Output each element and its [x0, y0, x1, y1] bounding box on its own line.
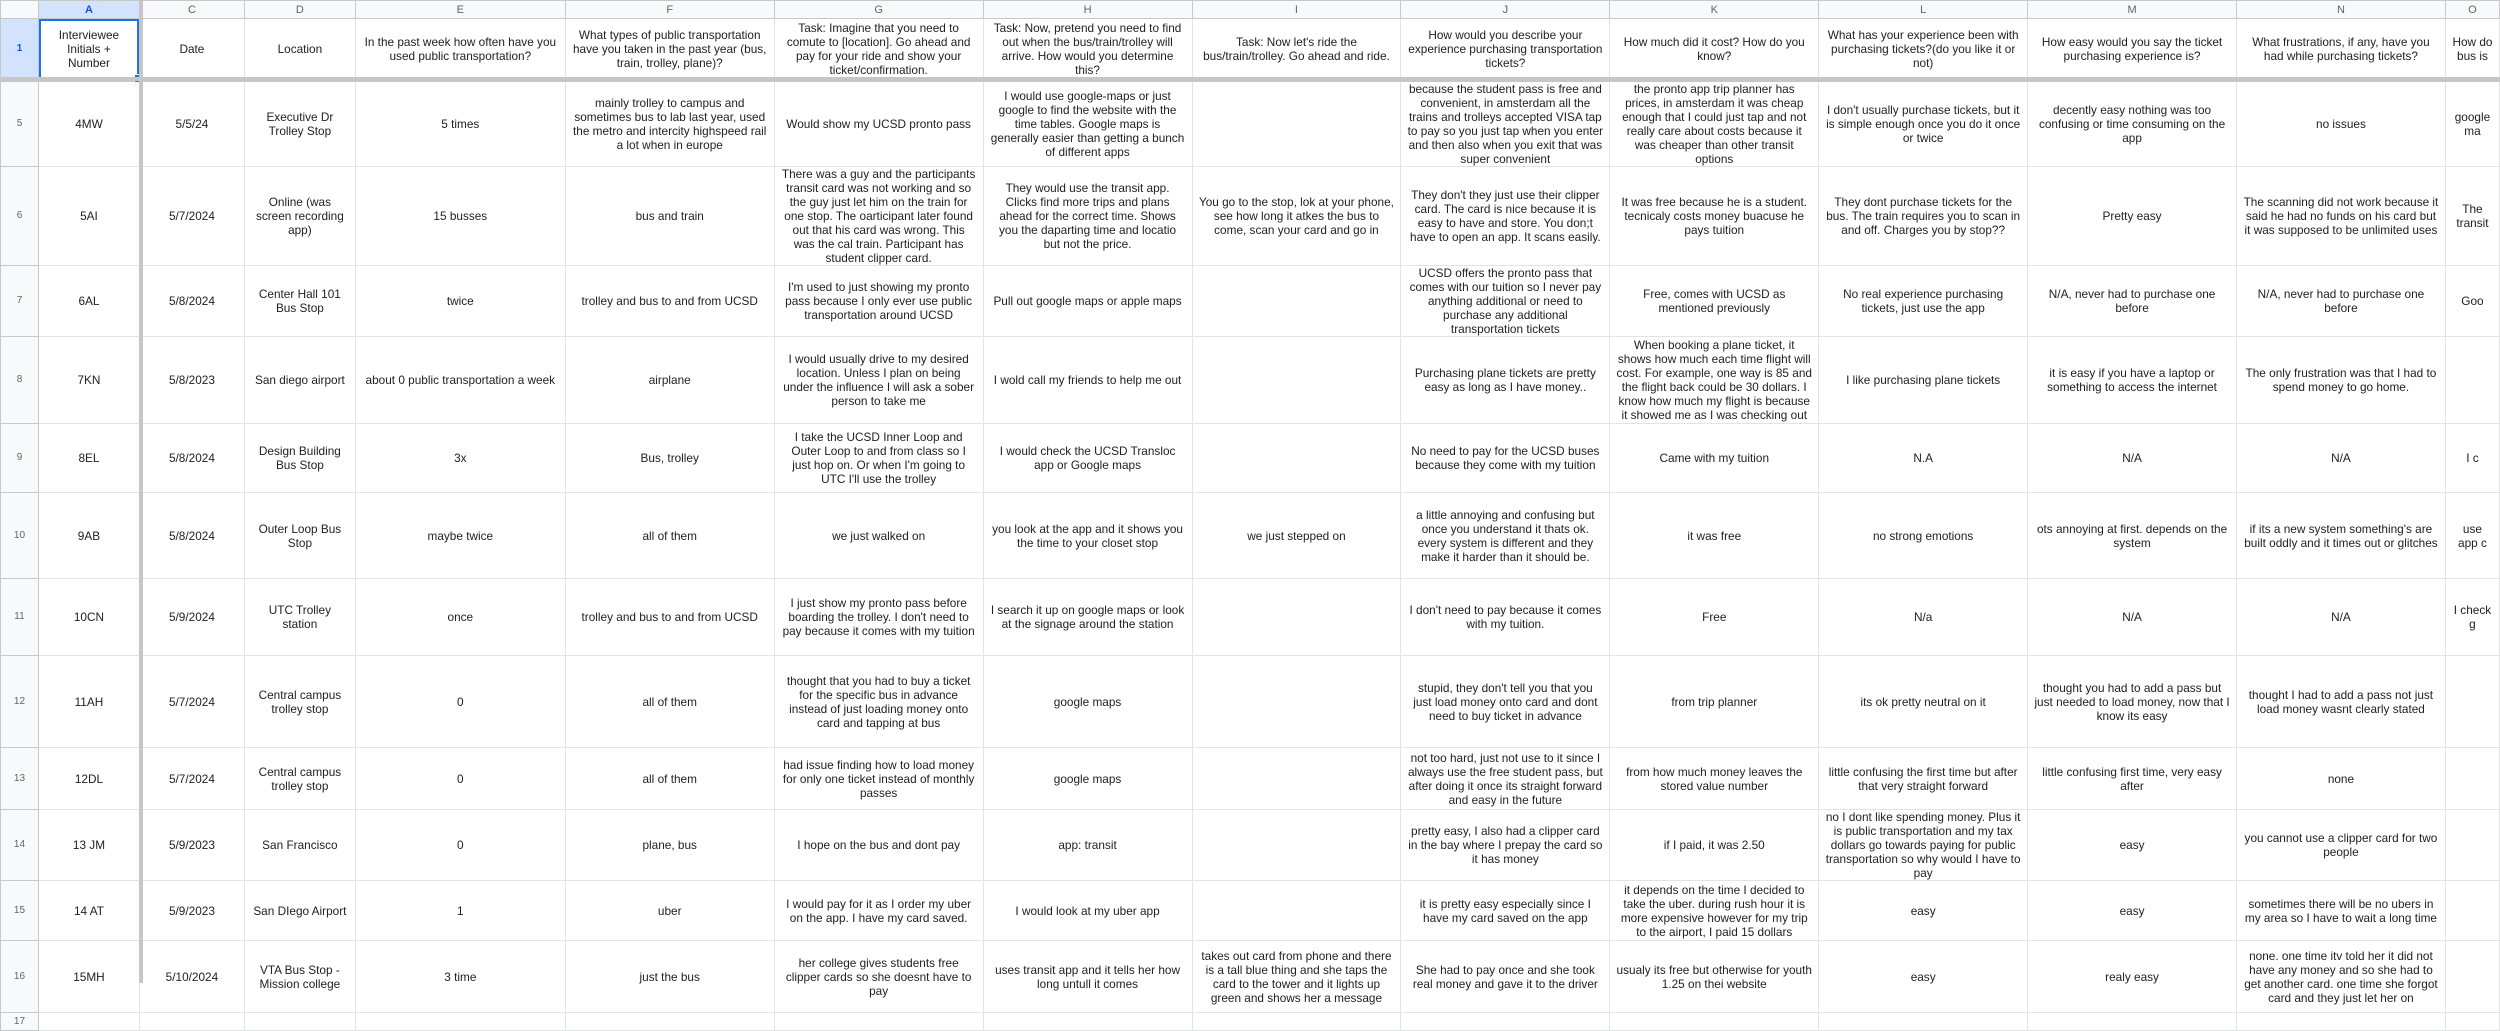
- cell[interactable]: I would check the UCSD Transloc app or Google maps: [983, 424, 1192, 493]
- column-header-D[interactable]: D: [244, 1, 355, 19]
- row-number[interactable]: 9: [1, 424, 39, 493]
- cell[interactable]: 5/9/2023: [139, 881, 244, 941]
- cell[interactable]: San Francisco: [244, 810, 355, 881]
- cell[interactable]: [1192, 424, 1401, 493]
- cell[interactable]: San DIego Airport: [244, 881, 355, 941]
- cell[interactable]: 5/7/2024: [139, 167, 244, 266]
- cell[interactable]: I take the UCSD Inner Loop and Outer Loop to and from class so I just hop on. Or when I'm going to UTC I'll use the trolley: [774, 424, 983, 493]
- table-row: [1, 656, 2500, 748]
- cell[interactable]: [2445, 1013, 2499, 1031]
- table-row: [1, 337, 2500, 424]
- cell[interactable]: use app c: [2445, 493, 2499, 579]
- cell[interactable]: google maps: [983, 748, 1192, 810]
- column-header-F[interactable]: F: [565, 1, 774, 19]
- cell[interactable]: no strong emotions: [1819, 493, 2028, 579]
- column-header-M[interactable]: M: [2028, 1, 2237, 19]
- cell[interactable]: trolley and bus to and from UCSD: [565, 266, 774, 337]
- cell[interactable]: N/A: [2237, 579, 2446, 656]
- cell[interactable]: google maps: [983, 656, 1192, 748]
- cell[interactable]: UCSD offers the pronto pass that comes with our tuition so I never pay anything additional or need to purchase any additional transportation tickets: [1401, 266, 1610, 337]
- table-row: [1, 579, 2500, 656]
- header-row: [1, 19, 2500, 81]
- header-cell[interactable]: What frustrations, if any, have you had while purchasing tickets?: [2237, 19, 2446, 81]
- cell[interactable]: [2028, 1013, 2237, 1031]
- cell[interactable]: Goo: [2445, 266, 2499, 337]
- cell[interactable]: I don't usually purchase tickets, but it is simple enough once you do it once or twice: [1819, 81, 2028, 167]
- cell[interactable]: 12DL: [38, 748, 139, 810]
- cell[interactable]: Outer Loop Bus Stop: [244, 493, 355, 579]
- cell[interactable]: 11AH: [38, 656, 139, 748]
- cell[interactable]: I hope on the bus and dont pay: [774, 810, 983, 881]
- column-header-I[interactable]: I: [1192, 1, 1401, 19]
- column-header-C[interactable]: C: [139, 1, 244, 19]
- cell[interactable]: realy easy: [2028, 941, 2237, 1013]
- cell[interactable]: all of them: [565, 656, 774, 748]
- table-row: [1, 167, 2500, 266]
- cell[interactable]: I just show my pronto pass before boarding the trolley. I don't need to pay because it comes with my tuition: [774, 579, 983, 656]
- cell[interactable]: [2445, 810, 2499, 881]
- row-number[interactable]: 15: [1, 881, 39, 941]
- cell[interactable]: 13 JM: [38, 810, 139, 881]
- row-number[interactable]: 8: [1, 337, 39, 424]
- cell[interactable]: She had to pay once and she took real money and gave it to the driver: [1401, 941, 1610, 1013]
- cell[interactable]: uber: [565, 881, 774, 941]
- cell[interactable]: google ma: [2445, 81, 2499, 167]
- cell[interactable]: [1192, 881, 1401, 941]
- cell[interactable]: not too hard, just not use to it since I always use the free student pass, but after doing it once its straight forward and easy in the future: [1401, 748, 1610, 810]
- cell[interactable]: about 0 public transportation a week: [355, 337, 565, 424]
- cell[interactable]: if its a new system something's are built oddly and it times out or glitches: [2237, 493, 2446, 579]
- header-cell[interactable]: Task: Now let's ride the bus/train/trolley. Go ahead and ride.: [1192, 19, 1401, 81]
- cell[interactable]: 15MH: [38, 941, 139, 1013]
- cell[interactable]: 5AI: [38, 167, 139, 266]
- header-cell[interactable]: Date: [139, 19, 244, 81]
- cell[interactable]: all of them: [565, 493, 774, 579]
- cell[interactable]: N/a: [1819, 579, 2028, 656]
- header-cell[interactable]: Interviewee Initials + Number: [38, 19, 139, 81]
- cell[interactable]: I c: [2445, 424, 2499, 493]
- cell[interactable]: 5/8/2023: [139, 337, 244, 424]
- cell[interactable]: Design Building Bus Stop: [244, 424, 355, 493]
- cell[interactable]: it is pretty easy especially since I have my card saved on the app: [1401, 881, 1610, 941]
- cell[interactable]: 1: [355, 881, 565, 941]
- cell[interactable]: Free, comes with UCSD as mentioned previously: [1610, 266, 1819, 337]
- cell[interactable]: Central campus trolley stop: [244, 748, 355, 810]
- cell[interactable]: Central campus trolley stop: [244, 656, 355, 748]
- row-number[interactable]: 6: [1, 167, 39, 266]
- cell[interactable]: 15 busses: [355, 167, 565, 266]
- cell[interactable]: ots annoying at first. depends on the system: [2028, 493, 2237, 579]
- cell[interactable]: we just walked on: [774, 493, 983, 579]
- cell[interactable]: a little annoying and confusing but once you understand it thats ok. every system is different and they make it harder than it should be.: [1401, 493, 1610, 579]
- rows-body: [1, 81, 2500, 1013]
- cell[interactable]: Pull out google maps or apple maps: [983, 266, 1192, 337]
- cell[interactable]: little confusing first time, very easy after: [2028, 748, 2237, 810]
- cell[interactable]: 10CN: [38, 579, 139, 656]
- cell[interactable]: The only frustration was that I had to spend money to go home.: [2237, 337, 2446, 424]
- cell[interactable]: none: [2237, 748, 2446, 810]
- header-cell[interactable]: How much did it cost? How do you know?: [1610, 19, 1819, 81]
- cell[interactable]: They would use the transit app. Clicks find more trips and plans ahead for the correct time. Shows you the daparting time and locatio but not the price.: [983, 167, 1192, 266]
- column-header-L[interactable]: L: [1819, 1, 2028, 19]
- cell[interactable]: Center Hall 101 Bus Stop: [244, 266, 355, 337]
- cell[interactable]: Online (was screen recording app): [244, 167, 355, 266]
- cell[interactable]: You go to the stop, lok at your phone, see how long it atkes the bus to come, scan your card and go in: [1192, 167, 1401, 266]
- cell[interactable]: stupid, they don't tell you that you just load money onto card and dont need to buy ticket in advance: [1401, 656, 1610, 748]
- cell[interactable]: When booking a plane ticket, it shows how much each time flight will cost. For example, one way is 85 and the flight back could be 30 dollars. I know how much my flight is because it showed me as I was checking out: [1610, 337, 1819, 424]
- cell[interactable]: we just stepped on: [1192, 493, 1401, 579]
- row-number[interactable]: 13: [1, 748, 39, 810]
- cell[interactable]: easy: [1819, 941, 2028, 1013]
- cell[interactable]: Purchasing plane tickets are pretty easy as long as I have money..: [1401, 337, 1610, 424]
- column-header-A[interactable]: A: [38, 1, 139, 19]
- cell[interactable]: The transit: [2445, 167, 2499, 266]
- select-all-corner[interactable]: [1, 1, 39, 19]
- cell[interactable]: from trip planner: [1610, 656, 1819, 748]
- cell[interactable]: [2445, 748, 2499, 810]
- column-header-H[interactable]: H: [983, 1, 1192, 19]
- cell[interactable]: easy: [2028, 881, 2237, 941]
- cell[interactable]: San diego airport: [244, 337, 355, 424]
- table-row: [1, 748, 2500, 810]
- cell[interactable]: 5/10/2024: [139, 941, 244, 1013]
- cell[interactable]: all of them: [565, 748, 774, 810]
- cell[interactable]: Bus, trolley: [565, 424, 774, 493]
- cell[interactable]: No need to pay for the UCSD buses because they come with my tuition: [1401, 424, 1610, 493]
- row-number[interactable]: 7: [1, 266, 39, 337]
- cell[interactable]: decently easy nothing was too confusing or time consuming on the app: [2028, 81, 2237, 167]
- table-row: [1, 424, 2500, 493]
- row-number[interactable]: 12: [1, 656, 39, 748]
- cell[interactable]: her college gives students free clipper cards so she doesnt have to pay: [774, 941, 983, 1013]
- cell[interactable]: [1192, 337, 1401, 424]
- row-number[interactable]: 11: [1, 579, 39, 656]
- header-cell[interactable]: How do bus is: [2445, 19, 2499, 81]
- cell[interactable]: the pronto app trip planner has prices, in amsterdam it was cheap enough that I could just tap and not really care about costs because it was cheaper than other transit options: [1610, 81, 1819, 167]
- row-number[interactable]: 14: [1, 810, 39, 881]
- cell[interactable]: twice: [355, 266, 565, 337]
- cell[interactable]: [139, 1013, 244, 1031]
- cell[interactable]: 0: [355, 810, 565, 881]
- cell[interactable]: 5/9/2023: [139, 810, 244, 881]
- cell[interactable]: Came with my tuition: [1610, 424, 1819, 493]
- header-cell[interactable]: In the past week how often have you used public transportation?: [355, 19, 565, 81]
- empty-row: [1, 1013, 2500, 1031]
- cell[interactable]: [983, 1013, 1192, 1031]
- cell[interactable]: airplane: [565, 337, 774, 424]
- cell[interactable]: little confusing the first time but after that very straight forward: [1819, 748, 2028, 810]
- cell[interactable]: 0: [355, 748, 565, 810]
- cell[interactable]: no issues: [2237, 81, 2446, 167]
- header-cell[interactable]: Task: Now, pretend you need to find out when the bus/train/trolley will arrive. How would you determine this?: [983, 19, 1192, 81]
- cell[interactable]: Would show my UCSD pronto pass: [774, 81, 983, 167]
- cell[interactable]: They dont purchase tickets for the bus. The train requires you to scan in and off. Charges you by stop??: [1819, 167, 2028, 266]
- cell[interactable]: 3x: [355, 424, 565, 493]
- row-number[interactable]: 1: [1, 19, 39, 81]
- cell[interactable]: 6AL: [38, 266, 139, 337]
- table-row: [1, 881, 2500, 941]
- cell[interactable]: [2445, 881, 2499, 941]
- cell[interactable]: app: transit: [983, 810, 1192, 881]
- row-number[interactable]: 17: [1, 1013, 39, 1031]
- cell[interactable]: I would usually drive to my desired location. Unless I plan on being under the influence I will ask a sober person to take me: [774, 337, 983, 424]
- cell[interactable]: I would pay for it as I order my uber on the app. I have my card saved.: [774, 881, 983, 941]
- cell[interactable]: because the student pass is free and convenient, in amsterdam all the trains and trolleys accepted VISA tap to pay so you just tap when you enter and then also when you exit that was super convenient: [1401, 81, 1610, 167]
- cell[interactable]: 5/8/2024: [139, 266, 244, 337]
- cell[interactable]: [1192, 1013, 1401, 1031]
- cell[interactable]: you look at the app and it shows you the time to your closet stop: [983, 493, 1192, 579]
- column-header-G[interactable]: G: [774, 1, 983, 19]
- cell[interactable]: There was a guy and the participants transit card was not working and so the guy just let him on the train for one stop. The oarticipant later found out that his card was wrong. This was the cal train. Participant has student clipper card.: [774, 167, 983, 266]
- cell[interactable]: [2445, 656, 2499, 748]
- cell[interactable]: 5 times: [355, 81, 565, 167]
- cell[interactable]: no I dont like spending money. Plus it is public transportation and my tax dollars go towards paying for public transportation so why would I have to pay: [1819, 810, 2028, 881]
- cell[interactable]: It was free because he is a student. tecnicaly costs money buacuse he pays tuition: [1610, 167, 1819, 266]
- cell[interactable]: [1192, 748, 1401, 810]
- cell[interactable]: [2445, 941, 2499, 1013]
- cell[interactable]: VTA Bus Stop - Mission college: [244, 941, 355, 1013]
- cell[interactable]: it was free: [1610, 493, 1819, 579]
- row-number[interactable]: 16: [1, 941, 39, 1013]
- cell[interactable]: 0: [355, 656, 565, 748]
- cell[interactable]: I'm used to just showing my pronto pass because I only ever use public transportation around UCSD: [774, 266, 983, 337]
- table-row: [1, 266, 2500, 337]
- column-header-O[interactable]: O: [2445, 1, 2499, 19]
- cell[interactable]: easy: [1819, 881, 2028, 941]
- cell[interactable]: [1401, 1013, 1610, 1031]
- cell[interactable]: [1192, 81, 1401, 167]
- cell[interactable]: I would use google-maps or just google to find the website with the time tables. Google maps is generally easier than getting a bunch of different apps: [983, 81, 1192, 167]
- cell[interactable]: [38, 1013, 139, 1031]
- cell[interactable]: [565, 1013, 774, 1031]
- cell[interactable]: usualy its free but otherwise for youth 1.25 on thei website: [1610, 941, 1819, 1013]
- cell[interactable]: N/A: [2237, 424, 2446, 493]
- cell[interactable]: I like purchasing plane tickets: [1819, 337, 2028, 424]
- cell[interactable]: 7KN: [38, 337, 139, 424]
- cell[interactable]: 9AB: [38, 493, 139, 579]
- row-number[interactable]: 5: [1, 81, 39, 167]
- cell[interactable]: I don't need to pay because it comes with my tuition.: [1401, 579, 1610, 656]
- cell[interactable]: [1192, 810, 1401, 881]
- cell[interactable]: [1192, 656, 1401, 748]
- cell[interactable]: 5/7/2024: [139, 748, 244, 810]
- cell[interactable]: uses transit app and it tells her how long untull it comes: [983, 941, 1192, 1013]
- cell[interactable]: [244, 1013, 355, 1031]
- column-header-K[interactable]: K: [1610, 1, 1819, 19]
- header-cell[interactable]: How easy would you say the ticket purchasing experience is?: [2028, 19, 2237, 81]
- cell[interactable]: sometimes there will be no ubers in my area so I have to wait a long time: [2237, 881, 2446, 941]
- cell[interactable]: N/A, never had to purchase one before: [2028, 266, 2237, 337]
- cell[interactable]: [2445, 337, 2499, 424]
- frozen-row-divider[interactable]: [0, 77, 2500, 81]
- cell[interactable]: trolley and bus to and from UCSD: [565, 579, 774, 656]
- cell[interactable]: 5/8/2024: [139, 493, 244, 579]
- cell[interactable]: thought that you had to buy a ticket for the specific bus in advance instead of just loading money onto card and tapping at bus: [774, 656, 983, 748]
- cell[interactable]: its ok pretty neutral on it: [1819, 656, 2028, 748]
- cell[interactable]: They don't they just use their clipper card. The card is nice because it is easy to have and store. You don;t have to open an app. It scans easily.: [1401, 167, 1610, 266]
- cell[interactable]: bus and train: [565, 167, 774, 266]
- cell[interactable]: [355, 1013, 565, 1031]
- cell[interactable]: 8EL: [38, 424, 139, 493]
- cell[interactable]: 5/8/2024: [139, 424, 244, 493]
- column-header-row: [1, 1, 2500, 19]
- header-cell[interactable]: How would you describe your experience purchasing transportation tickets?: [1401, 19, 1610, 81]
- header-cell[interactable]: What has your experience been with purchasing tickets?(do you like it or not): [1819, 19, 2028, 81]
- cell[interactable]: none. one time itv told her it did not have any money and so she had to get another card. one time she forgot card and they just let her on: [2237, 941, 2446, 1013]
- cell[interactable]: [2237, 1013, 2446, 1031]
- cell[interactable]: N.A: [1819, 424, 2028, 493]
- cell[interactable]: 14 AT: [38, 881, 139, 941]
- cell[interactable]: had issue finding how to load money for only one ticket instead of monthly passes: [774, 748, 983, 810]
- cell[interactable]: [1610, 1013, 1819, 1031]
- cell[interactable]: thought I had to add a pass not just load money wasnt clearly stated: [2237, 656, 2446, 748]
- cell[interactable]: 5/7/2024: [139, 656, 244, 748]
- cell[interactable]: if I paid, it was 2.50: [1610, 810, 1819, 881]
- cell[interactable]: [1819, 1013, 2028, 1031]
- cell[interactable]: once: [355, 579, 565, 656]
- cell[interactable]: The scanning did not work because it said he had no funds on his card but it was supposed to be unlimited uses: [2237, 167, 2446, 266]
- header-cell[interactable]: Task: Imagine that you need to comute to [location]. Go ahead and pay for your ride and show your ticket/confirmation.: [774, 19, 983, 81]
- cell[interactable]: it depends on the time I decided to take the uber. during rush hour it is more expensive however for my trip to the airport, I paid 15 dollars: [1610, 881, 1819, 941]
- row-number[interactable]: 10: [1, 493, 39, 579]
- cell[interactable]: 5/5/24: [139, 81, 244, 167]
- header-cell[interactable]: Location: [244, 19, 355, 81]
- cell[interactable]: [1192, 579, 1401, 656]
- cell[interactable]: 3 time: [355, 941, 565, 1013]
- frozen-column-divider[interactable]: [139, 0, 143, 983]
- cell[interactable]: I wold call my friends to help me out: [983, 337, 1192, 424]
- cell[interactable]: just the bus: [565, 941, 774, 1013]
- cell[interactable]: plane, bus: [565, 810, 774, 881]
- cell[interactable]: I would look at my uber app: [983, 881, 1192, 941]
- table-row: [1, 493, 2500, 579]
- cell[interactable]: [774, 1013, 983, 1031]
- cell[interactable]: pretty easy, I also had a clipper card in the bay where I prepay the card so it has money: [1401, 810, 1610, 881]
- cell[interactable]: thought you had to add a pass but just needed to load money, now that I know its easy: [2028, 656, 2237, 748]
- column-header-J[interactable]: J: [1401, 1, 1610, 19]
- cell[interactable]: takes out card from phone and there is a tall blue thing and she taps the card to the tower and it lights up green and shows her a message: [1192, 941, 1401, 1013]
- cell[interactable]: mainly trolley to campus and sometimes bus to lab last year, used the metro and intercity highspeed rail a lot when in europe: [565, 81, 774, 167]
- cell[interactable]: easy: [2028, 810, 2237, 881]
- cell[interactable]: it is easy if you have a laptop or something to access the internet: [2028, 337, 2237, 424]
- cell[interactable]: N/A: [2028, 424, 2237, 493]
- column-header-E[interactable]: E: [355, 1, 565, 19]
- cell[interactable]: UTC Trolley station: [244, 579, 355, 656]
- cell[interactable]: N/A: [2028, 579, 2237, 656]
- cell[interactable]: you cannot use a clipper card for two people: [2237, 810, 2446, 881]
- cell[interactable]: Free: [1610, 579, 1819, 656]
- cell[interactable]: [1192, 266, 1401, 337]
- cell[interactable]: Executive Dr Trolley Stop: [244, 81, 355, 167]
- cell[interactable]: Pretty easy: [2028, 167, 2237, 266]
- cell[interactable]: from how much money leaves the stored value number: [1610, 748, 1819, 810]
- cell[interactable]: 5/9/2024: [139, 579, 244, 656]
- cell[interactable]: I search it up on google maps or look at the signage around the station: [983, 579, 1192, 656]
- table-row: [1, 81, 2500, 167]
- cell[interactable]: 4MW: [38, 81, 139, 167]
- column-header-N[interactable]: N: [2237, 1, 2446, 19]
- table-row: [1, 941, 2500, 1013]
- cell[interactable]: maybe twice: [355, 493, 565, 579]
- cell[interactable]: I check g: [2445, 579, 2499, 656]
- header-cell[interactable]: What types of public transportation have you taken in the past year (bus, train, trolley, plane)?: [565, 19, 774, 81]
- cell[interactable]: N/A, never had to purchase one before: [2237, 266, 2446, 337]
- table-row: [1, 810, 2500, 881]
- cell[interactable]: No real experience purchasing tickets, just use the app: [1819, 266, 2028, 337]
